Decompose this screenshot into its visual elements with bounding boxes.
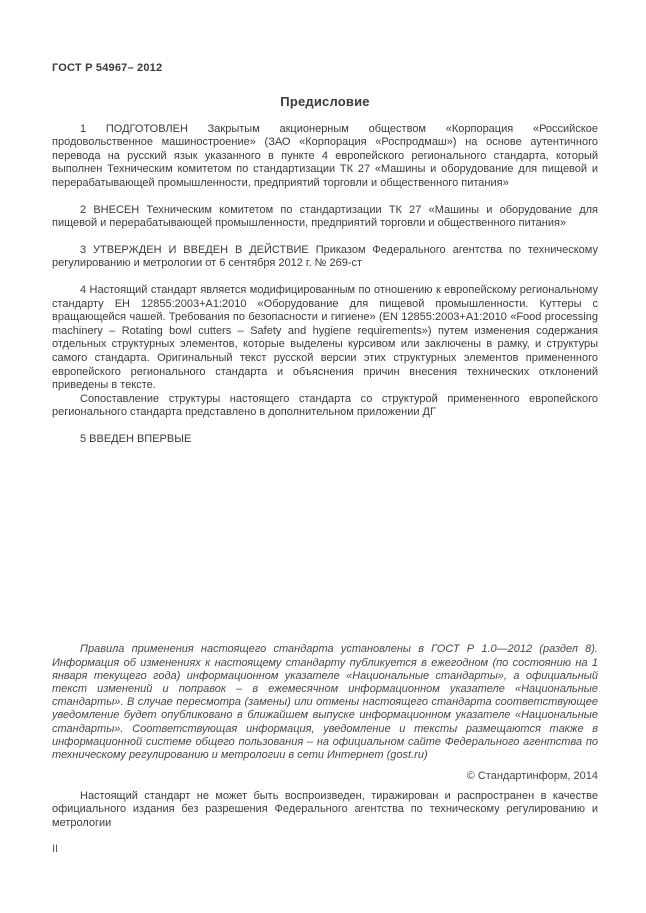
page-number: II [52, 842, 59, 855]
copyright-line: © Стандартинформ, 2014 [466, 770, 598, 783]
document-code: ГОСТ Р 54967– 2012 [52, 62, 163, 74]
reproduction-notice: Настоящий стандарт не может быть воспроизведен, тиражирован и распространен в качестве официального издания без разрешения Федерального агентства по техническому регулированию и метрологии [52, 789, 598, 830]
foreword-item-5: 5 ВВЕДЕН ВПЕРВЫЕ [80, 432, 192, 445]
application-rules-note: Правила применения настоящего стандарта установлены в ГОСТ Р 1.0—2012 (раздел 8). Информация об изменениях к настоящему стандарту публикуется в ежегодном (по состоянию на 1 января текущего года) информационном указателе «Национальные стандарты», а официальный текст изменений и поправок – в ежемесячном информационном указателе «Национальные стандарты». В случае пересмотра (замены) или отмены настоящего стандарта соответствующее уведомление будет опубликовано в ближайшем выпуске информационном указателе «Национальные стандарты». Соответствующая информация, уведомление и тексты размещаются также в информационной системе общего пользования – на официальном сайте Федерального агентства по техническому регулированию и метрологии в сети Интернет (gost.ru) [52, 643, 598, 762]
page-title: Предисловие [280, 93, 370, 109]
foreword-item-2: 2 ВНЕСЕН Техническим комитетом по стандартизации ТК 27 «Машины и оборудование для пищевой и перерабатывающей промышленности, предприятий торговли и общественного питания» [52, 203, 598, 230]
foreword-item-1: 1 ПОДГОТОВЛЕН Закрытым акционерным обществом «Корпорация «Российское продовольственное машиностроение» (ЗАО «Корпорация «Роспродмаш») на основе аутентичного перевода на русский язык указанного в пункте 4 европейского регионального стандарта, который выполнен Техническим комитетом по стандартизации ТК 27 «Машины и оборудование для пищевой и перерабатывающей промышленности, предприятий торговли и общественного питания» [52, 122, 598, 189]
foreword-item-4: 4 Настоящий стандарт является модифицированным по отношению к европейскому региональному стандарту ЕН 12855:2003+А1:2010 «Оборудование для пищевой промышленности. Куттеры с вращающейся чашей. Требования по безопасности и гигиене» (EN 12855:2003+A1:2010 «Food processing machinery – Rotating bowl cutters – Safety and hygiene requirements») путем изменения содержания отдельных структурных элементов, которые выделены курсивом или заключены в рамку, и структуры самого стандарта. Оригинальный текст русской версии этих структурных элементов примененного европейского регионального стандарта и объяснения причин внесения технических отклонений приведены в тексте. [52, 283, 598, 392]
foreword-item-4-continuation: Сопоставление структуры настоящего стандарта со структурой примененного европейского регионального стандарта представлено в дополнительном приложении ДГ [52, 392, 598, 419]
foreword-item-3: 3 УТВЕРЖДЕН И ВВЕДЕН В ДЕЙСТВИЕ Приказом Федерального агентства по техническому регулированию и метрологии от 6 сентября 2012 г. № 269-ст [52, 243, 598, 270]
